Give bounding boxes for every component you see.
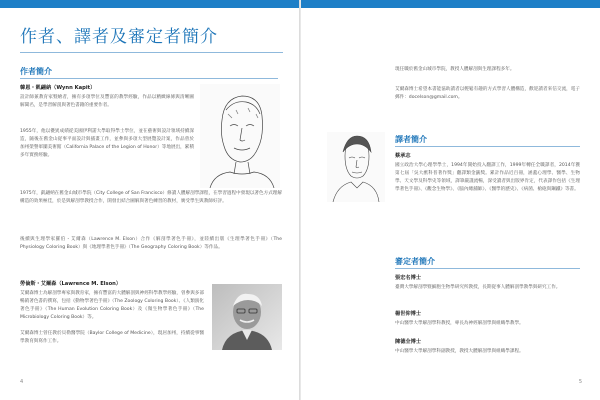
reviewer-1-name: 張宏名博士 <box>395 275 421 281</box>
author2-photo <box>212 284 282 350</box>
author1-name: 韓恩・凱翩納（Wynn Kapit） <box>20 85 96 91</box>
reviewer-1-text: 臺灣大學解剖學暨細胞生物學研究所教授，長期從事人體解剖學教學與研究工作。 <box>395 285 561 290</box>
author1-paragraph-3: 1975年，凱翩納在舊金山城市學院（City College of San Francisco）修讀人體解剖學課程，在學習過程中發現以著色方式理解構造的效果極佳，於是與解剖學教授合作，開發出結合圖解與著色練習的教材，廣受學生與教師好評。 <box>20 191 282 204</box>
author2-paragraph-2: 艾爾森博士曾任教於貝勒醫學院（Baylor College of Medicine），現居加州，持續從事醫學教育與寫作工作。 <box>20 331 204 344</box>
author1-paragraph-2: 1955年，他以優異成績從美國伊利諾大學取得學士學位，並在藝術與設計領域持續深造，隨後在舊金山從事平面設計與插畫工作，並參與多項大型展覽設計案，作品曾於加州榮譽軍團美術館（California Palace of the Legion of Honor）等地展出，累積多年實務經驗。 <box>20 129 194 158</box>
author-section-heading: 作者簡介 <box>20 67 52 76</box>
author2-paragraph-1: 艾爾森博士為解剖學專家與教育家，擁有豐富的大體解剖與神經科學教學經驗，曾參與多部暢銷著色書的撰寫，包括《動物學著色手冊》（The Zoology Coloring Book）、《人類演化著色手冊》（The Human Evolution Coloring Book）及《微生物學著色手冊》（The Microbiology Coloring Book）等。 <box>20 291 204 320</box>
title-divider <box>20 52 283 53</box>
page-number-left: 4 <box>20 379 24 385</box>
right-page <box>301 0 600 400</box>
reviewer-section-divider <box>395 268 580 269</box>
page-number-right: 5 <box>578 379 582 385</box>
author2-continued-paragraph-2: 艾爾森博士希望本書能協助讀者以輕鬆有趣的方式學習人體構造，歡迎讀者來信交流，電子郵件：docelson@gmail.com。 <box>395 87 580 100</box>
left-page <box>0 0 299 400</box>
reviewer-section-heading: 審定者簡介 <box>395 257 435 266</box>
author1-portrait-sketch <box>200 84 280 188</box>
author2-name: 勞倫斯・艾爾森（Lawrence M. Elson） <box>20 281 122 287</box>
translator-section-heading: 譯者簡介 <box>395 135 427 144</box>
translator-name: 蔡承志 <box>395 153 411 159</box>
author2-continued-paragraph-1: 現任職於舊金山城市學院，教授人體解剖與生理課程多年。 <box>395 67 515 72</box>
page-title: 作者、譯者及審定者簡介 <box>20 27 218 47</box>
author1-paragraph-4: 後續與生理學家羅伯・艾爾森（Lawrence M. Elson）合作《解剖學著色手冊》，並陸續出版《生理學著色手冊》（The Physiology Coloring Book）與《地理學著色手冊》（The Geography Coloring Book）等作品。 <box>20 237 282 250</box>
reviewer-2-name: 楊世仰博士 <box>395 311 421 317</box>
author1-paragraph-1: 設計師兼教育家暨繪者，擁有多項學位及豐富的教學經驗，作品以精緻線條與清晰圖解聞名，是學習解剖與著色書籍的重要作者。 <box>20 95 194 108</box>
top-color-bar <box>301 0 600 8</box>
translator-section-divider <box>395 146 580 147</box>
top-color-bar <box>0 0 299 8</box>
reviewer-3-name: 陳德全博士 <box>395 339 421 345</box>
translator-paragraph-1: 國立政治大學心理學學士，1994年開始投入翻譯工作，1999年轉任全職譯者，2014年獲第七屆「吳大猷科普著作獎」翻譯類金籤獎。累計作品近百冊，涵蓋心理學、醫學、生物學、天文學及科學史等領域，譯筆嚴謹流暢，深受讀者與出版界肯定，代表譯作包括《生理學著色手冊》、《觀念生物學》、《腦內總舖師》、《醫學的歷史》、《病菌、槍砲與鋼鐵》等書。 <box>395 163 580 192</box>
reviewer-3-text: 中山醫學大學解剖學科副教授，教授大體解剖學與組織學課程。 <box>395 349 524 354</box>
reviewer-2-text: 中山醫學大學解剖學科教授，專長為神經解剖學與組織學教學。 <box>395 321 524 326</box>
author-section-divider <box>20 78 278 79</box>
translator-portrait-sketch <box>327 132 385 202</box>
